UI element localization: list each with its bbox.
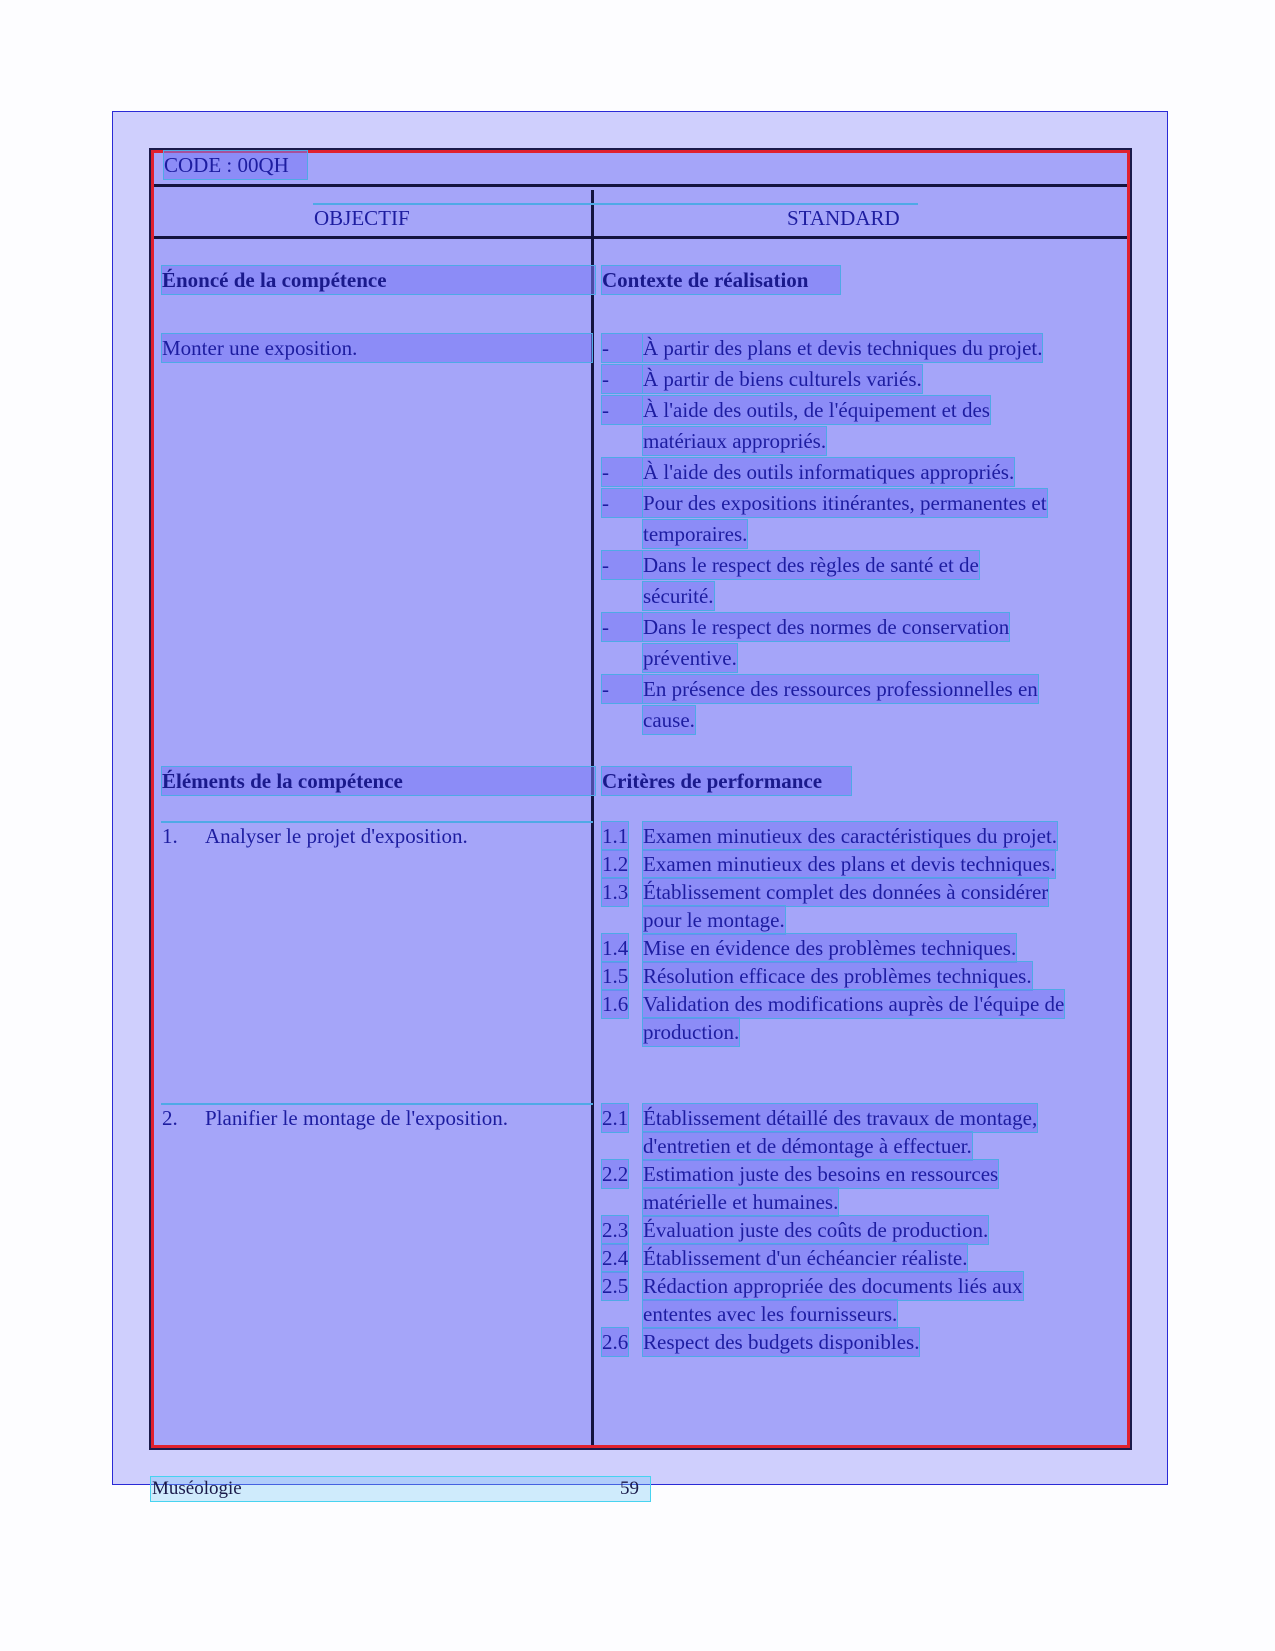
critere-number: 1.1	[602, 824, 629, 848]
critere-number: 2.3	[602, 1218, 629, 1242]
contexte-item-line: À partir de biens culturels variés.	[643, 367, 922, 391]
contexte-item-line: Dans le respect des normes de conservation	[643, 615, 1010, 639]
critere-line: d'entretien et de démontage à effectuer.	[643, 1134, 972, 1158]
critere-line: Mise en évidence des problèmes techniques.	[643, 936, 1017, 960]
critere-line: production.	[643, 1020, 740, 1044]
contexte-bullet: -	[602, 675, 642, 703]
contexte-bullet: -	[602, 396, 642, 424]
critere-number: 1.6	[602, 992, 629, 1016]
element-1-text: Analyser le projet d'exposition.	[205, 824, 468, 848]
critere-line: Examen minutieux des caractéristiques du projet.	[643, 824, 1058, 848]
footer-page-number: 59	[620, 1478, 639, 1499]
critere-line: pour le montage.	[643, 908, 785, 932]
critere-line: Rédaction appropriée des documents liés aux	[643, 1274, 1023, 1298]
critere-line: Estimation juste des besoins en ressources	[643, 1162, 999, 1186]
contexte-bullet: -	[602, 458, 642, 486]
contexte-item-line: Pour des expositions itinérantes, permanentes et	[643, 491, 1047, 515]
contexte-bullet: -	[602, 551, 642, 579]
enonce-heading: Énoncé de la compétence	[162, 266, 595, 294]
critere-number: 2.2	[602, 1162, 629, 1186]
enonce-text: Monter une exposition.	[162, 334, 592, 362]
critere-line: Évaluation juste des coûts de production.	[643, 1218, 989, 1242]
contexte-item-line: cause.	[643, 708, 695, 732]
critere-number: 1.2	[602, 852, 629, 876]
code-label: CODE : 00QH	[164, 151, 307, 179]
contexte-item-line: À l'aide des outils informatiques appropriés.	[643, 460, 1015, 484]
critere-line: Validation des modifications auprès de l'équipe de	[643, 992, 1065, 1016]
critere-line: Établissement complet des données à considérer	[643, 880, 1049, 904]
critere-number: 1.4	[602, 936, 629, 960]
critere-number: 2.5	[602, 1274, 629, 1298]
header-objectif: OBJECTIF	[314, 206, 410, 230]
critere-line: matérielle et humaines.	[643, 1190, 839, 1214]
element-2-text: Planifier le montage de l'exposition.	[205, 1106, 508, 1130]
contexte-heading: Contexte de réalisation	[602, 266, 840, 294]
footer-title: Muséologie	[152, 1478, 242, 1499]
header-standard: STANDARD	[787, 206, 900, 230]
critere-number: 1.3	[602, 880, 629, 904]
critere-number: 2.4	[602, 1246, 629, 1270]
critere-line: Respect des budgets disponibles.	[643, 1330, 920, 1354]
element-1-number: 1.	[162, 824, 178, 848]
critere-line: Résolution efficace des problèmes techniques.	[643, 964, 1032, 988]
criteres-heading: Critères de performance	[602, 767, 851, 795]
contexte-item-line: matériaux appropriés.	[643, 429, 827, 453]
contexte-item-line: préventive.	[643, 646, 737, 670]
element-2-number: 2.	[162, 1106, 178, 1130]
critere-line: Établissement détaillé des travaux de montage,	[643, 1106, 1038, 1130]
contexte-bullet: -	[602, 334, 642, 362]
elements-heading: Éléments de la compétence	[162, 767, 595, 795]
contexte-item-line: Dans le respect des règles de santé et de	[643, 553, 979, 577]
critere-number: 2.6	[602, 1330, 629, 1354]
contexte-item-line: À l'aide des outils, de l'équipement et des	[643, 398, 990, 422]
critere-number: 2.1	[602, 1106, 629, 1130]
column-divider	[591, 190, 594, 1445]
critere-line: Examen minutieux des plans et devis techniques.	[643, 852, 1056, 876]
contexte-item-line: sécurité.	[643, 584, 714, 608]
contexte-item-line: temporaires.	[643, 522, 748, 546]
critere-line: ententes avec les fournisseurs.	[643, 1302, 898, 1326]
contexte-item-line: À partir des plans et devis techniques du projet.	[643, 336, 1043, 360]
contexte-bullet: -	[602, 365, 642, 393]
contexte-bullet: -	[602, 489, 642, 517]
critere-number: 1.5	[602, 964, 629, 988]
critere-line: Établissement d'un échéancier réaliste.	[643, 1246, 968, 1270]
contexte-item-line: En présence des ressources professionnelles en	[643, 677, 1038, 701]
divider-code	[154, 184, 1127, 187]
contexte-bullet: -	[602, 613, 642, 641]
divider-headers	[154, 236, 1127, 239]
